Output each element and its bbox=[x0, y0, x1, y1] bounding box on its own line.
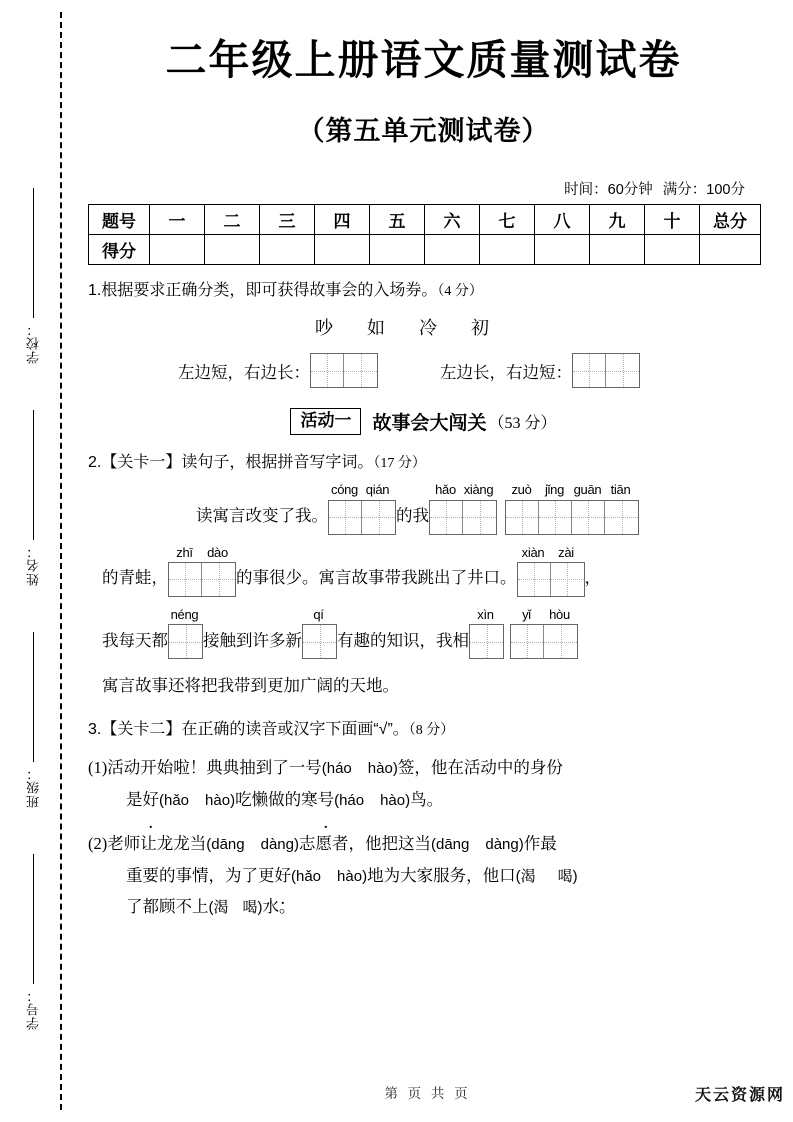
question-1-group-a bbox=[178, 353, 378, 388]
grid-cell[interactable] bbox=[605, 501, 638, 534]
char-option: 冷 bbox=[419, 318, 437, 339]
activity-title: 故事会大闯关 bbox=[372, 413, 487, 435]
watermark: 天云资源网 bbox=[694, 1087, 785, 1104]
item-text: 志愿者，他把这 bbox=[299, 834, 415, 854]
char-option: 如 bbox=[367, 318, 385, 339]
pinyin-label: hǎo bbox=[435, 482, 456, 498]
pinyin-choice[interactable]: dāng bbox=[436, 836, 470, 854]
col-header: 一 bbox=[150, 205, 205, 235]
page-indicator: 第 页 共 页 bbox=[384, 1086, 471, 1101]
grid-cell[interactable] bbox=[329, 501, 362, 534]
item-text: 地为大家服务，他口 bbox=[367, 865, 516, 885]
table-row-scores bbox=[89, 235, 761, 265]
pinyin-choice[interactable]: háo bbox=[326, 760, 352, 778]
sentence-text: 有趣的知识，我相 bbox=[337, 630, 469, 650]
row-header-question: 题号 bbox=[89, 205, 150, 235]
dotted-character: 号 bbox=[317, 789, 335, 809]
pinyin-label: cóng bbox=[331, 482, 358, 498]
question-2-tail-text: 寓言故事还将把我带到更加广阔的天地。 bbox=[102, 676, 399, 696]
pinyin-choice[interactable]: hǎo bbox=[296, 867, 322, 885]
dotted-character: 号 bbox=[305, 758, 322, 778]
grid-cell[interactable] bbox=[311, 354, 344, 387]
sentence-text: 的我 bbox=[396, 506, 429, 526]
exam-meta bbox=[88, 178, 759, 199]
seal-line-strip bbox=[0, 0, 62, 1122]
item-line bbox=[88, 752, 759, 784]
pinyin-choice-group[interactable]: (hǎo hào) bbox=[159, 791, 236, 809]
pinyin-choice[interactable]: hǎo bbox=[164, 791, 190, 809]
question-2 bbox=[88, 449, 759, 696]
score-cell[interactable] bbox=[370, 235, 425, 265]
pinyin-label: zuò bbox=[511, 482, 532, 498]
col-header: 四 bbox=[315, 205, 370, 235]
seal-field-student-id bbox=[16, 854, 50, 1030]
pinyin-labels bbox=[469, 607, 504, 624]
seal-field-name bbox=[16, 410, 50, 586]
pinyin-choice-group[interactable]: (hǎo hào) bbox=[291, 867, 368, 885]
score-cell[interactable] bbox=[205, 235, 260, 265]
seal-field-label: 班级： bbox=[25, 766, 41, 808]
pinyin-labels bbox=[505, 482, 639, 499]
pinyin-grid-neng[interactable] bbox=[168, 607, 203, 659]
question-1-prompt: 1.根据要求正确分类，即可获得故事会的入场券。（4 分） bbox=[88, 282, 483, 300]
seal-rule bbox=[33, 632, 34, 762]
item-line bbox=[88, 784, 759, 816]
page-title: 二年级上册语文质量测试卷 bbox=[165, 37, 682, 83]
grid-cell[interactable] bbox=[573, 354, 606, 387]
char-option: 吵 bbox=[315, 318, 333, 339]
sentence-text: ， bbox=[584, 568, 601, 588]
answer-grid[interactable] bbox=[505, 500, 639, 535]
grid-cell[interactable] bbox=[506, 501, 539, 534]
score-cell[interactable] bbox=[645, 235, 700, 265]
pinyin-grid-xianzai[interactable] bbox=[517, 545, 585, 597]
item-text: 水。 bbox=[262, 897, 296, 917]
pinyin-labels bbox=[517, 545, 585, 562]
answer-grid[interactable] bbox=[517, 562, 585, 597]
question-3-prompt: 3.【关卡二】在正确的读音或汉字下面画“√”。（8 分） bbox=[88, 721, 455, 739]
pinyin-label: yǐ bbox=[522, 606, 531, 622]
pinyin-grid-zhidao[interactable] bbox=[168, 545, 236, 597]
item-line bbox=[88, 828, 759, 860]
pinyin-choice-group[interactable]: (dāng dàng) bbox=[206, 836, 299, 854]
seal-field-class bbox=[16, 632, 50, 808]
pinyin-grid-xin[interactable] bbox=[469, 607, 504, 659]
item-text: 鸟。 bbox=[410, 789, 444, 809]
grid-cell[interactable] bbox=[539, 501, 572, 534]
score-cell[interactable] bbox=[150, 235, 205, 265]
question-2-line-1 bbox=[88, 482, 759, 534]
pinyin-choice[interactable]: dàng bbox=[260, 836, 294, 854]
question-3 bbox=[88, 716, 759, 923]
answer-grid[interactable] bbox=[469, 624, 504, 659]
item-text: 吃懒做的寒 bbox=[235, 789, 318, 809]
item-text: 老师让龙龙 bbox=[107, 834, 190, 854]
item-text: 活动开始啦！典典抽到了一 bbox=[107, 758, 306, 778]
seal-rule bbox=[33, 410, 34, 540]
question-3-item-2 bbox=[88, 828, 759, 923]
question-2-points: （17 分） bbox=[373, 456, 426, 472]
pinyin-labels bbox=[328, 482, 396, 499]
seal-field-label: 姓名： bbox=[25, 544, 41, 586]
sentence-text: 我每天都 bbox=[102, 630, 168, 650]
question-3-points: （8 分） bbox=[408, 723, 455, 739]
col-header: 二 bbox=[205, 205, 260, 235]
grid-cell[interactable] bbox=[169, 563, 202, 596]
pinyin-labels bbox=[168, 607, 203, 624]
answer-grid[interactable] bbox=[310, 353, 378, 388]
item-text: 作最 bbox=[523, 834, 557, 854]
pinyin-choice-group[interactable]: (háo hào) bbox=[334, 791, 411, 809]
seal-field-label: 学校： bbox=[25, 322, 41, 364]
score-cell[interactable] bbox=[535, 235, 590, 265]
pinyin-grid-zuojingguantian[interactable] bbox=[505, 482, 639, 534]
question-2-line-2 bbox=[88, 545, 759, 597]
sentence-text: 的青蛙， bbox=[102, 568, 168, 588]
question-1-character-bank bbox=[88, 314, 759, 340]
dotted-character: 好 bbox=[142, 789, 159, 809]
question-1-answer-rows bbox=[88, 353, 759, 388]
grid-cell[interactable] bbox=[430, 501, 463, 534]
pinyin-labels bbox=[168, 545, 236, 562]
hanzi-choice[interactable]: 喝 bbox=[557, 867, 573, 885]
sentence-text: 接触到许多新 bbox=[203, 630, 302, 650]
pinyin-choice[interactable]: hào bbox=[205, 791, 231, 809]
score-cell-total[interactable] bbox=[700, 235, 761, 265]
grid-cell[interactable] bbox=[511, 625, 544, 658]
answer-grid[interactable] bbox=[510, 624, 578, 659]
question-3-number: 3. bbox=[88, 721, 102, 739]
activity-tag: 活动一 bbox=[290, 408, 361, 435]
col-header: 九 bbox=[590, 205, 645, 235]
grid-cell[interactable] bbox=[202, 563, 235, 596]
page-subtitle: （第五单元测试卷） bbox=[297, 116, 550, 147]
pinyin-choice[interactable]: hào bbox=[380, 791, 406, 809]
pinyin-choice[interactable]: hào bbox=[367, 760, 393, 778]
grid-cell[interactable] bbox=[470, 625, 503, 658]
pinyin-label: qián bbox=[365, 482, 390, 498]
grid-cell[interactable] bbox=[463, 501, 496, 534]
col-header: 三 bbox=[260, 205, 315, 235]
question-2-number: 2. bbox=[88, 454, 102, 472]
grid-cell[interactable] bbox=[551, 563, 584, 596]
pinyin-label: xiàn bbox=[521, 544, 545, 560]
score-cell[interactable] bbox=[260, 235, 315, 265]
grid-cell[interactable] bbox=[344, 354, 377, 387]
question-1-points: （4 分） bbox=[437, 284, 483, 300]
pinyin-label: jǐng bbox=[544, 482, 565, 498]
hanzi-choice[interactable]: 喝 bbox=[242, 899, 258, 917]
pinyin-label: zài bbox=[558, 544, 574, 560]
pinyin-label: néng bbox=[170, 606, 199, 622]
item-marker: (2) bbox=[88, 834, 108, 854]
answer-grid[interactable] bbox=[168, 562, 236, 597]
pinyin-label: xìn bbox=[477, 606, 494, 622]
dotted-character: 好 bbox=[274, 865, 291, 885]
hanzi-choice[interactable]: 渴 bbox=[520, 867, 536, 885]
seal-rule bbox=[33, 188, 34, 318]
grid-cell[interactable] bbox=[606, 354, 639, 387]
col-header-total: 总分 bbox=[700, 205, 761, 235]
sentence-text: 读寓言改变了我。 bbox=[196, 506, 328, 526]
answer-grid[interactable] bbox=[429, 500, 497, 535]
question-1 bbox=[88, 277, 759, 388]
question-1-number: 1. bbox=[88, 282, 102, 300]
item-text: 是 bbox=[126, 789, 143, 809]
grid-cell[interactable] bbox=[518, 563, 551, 596]
pinyin-choice-group[interactable]: (háo hào) bbox=[321, 760, 398, 778]
hanzi-choice-group[interactable]: (渴 喝) bbox=[208, 899, 263, 917]
score-cell[interactable] bbox=[480, 235, 535, 265]
pinyin-grid-congqian[interactable] bbox=[328, 482, 396, 534]
hanzi-choice[interactable]: 渴 bbox=[213, 899, 229, 917]
dotted-character: 当 bbox=[189, 834, 207, 854]
seal-field-school bbox=[16, 188, 50, 364]
seal-rule bbox=[33, 854, 34, 984]
pinyin-labels bbox=[302, 607, 337, 624]
pinyin-label: guān bbox=[573, 482, 602, 498]
answer-grid[interactable] bbox=[572, 353, 640, 388]
score-table bbox=[88, 204, 761, 265]
group-label: 左边短，右边长： bbox=[178, 362, 310, 382]
answer-grid[interactable] bbox=[328, 500, 396, 535]
col-header: 八 bbox=[535, 205, 590, 235]
score-cell[interactable] bbox=[315, 235, 370, 265]
grid-cell[interactable] bbox=[303, 625, 336, 658]
question-1-group-b bbox=[440, 353, 640, 388]
pinyin-label: dào bbox=[207, 544, 228, 560]
pinyin-grid-yihou[interactable] bbox=[510, 607, 578, 659]
dotted-character: 当 bbox=[414, 834, 431, 854]
item-marker: (1) bbox=[88, 758, 108, 778]
activity-points: （53 分） bbox=[488, 415, 557, 433]
question-3-item-1 bbox=[88, 752, 759, 815]
pinyin-label: zhī bbox=[176, 544, 193, 560]
item-text: 重要的事情，为了更 bbox=[126, 865, 275, 885]
item-text: 了都顾不上 bbox=[126, 897, 209, 917]
item-text: 签，他在活动中的身份 bbox=[397, 758, 563, 778]
row-header-score: 得分 bbox=[89, 235, 150, 265]
pinyin-labels bbox=[429, 482, 497, 499]
pinyin-choice[interactable]: dāng bbox=[211, 836, 245, 854]
activity-banner bbox=[88, 408, 759, 435]
pinyin-label: xiàng bbox=[463, 482, 494, 498]
group-label: 左边长，右边短： bbox=[440, 362, 572, 382]
table-row-question-numbers bbox=[89, 205, 761, 235]
answer-grid[interactable] bbox=[302, 624, 337, 659]
pinyin-label: hòu bbox=[549, 606, 570, 622]
grid-cell[interactable] bbox=[544, 625, 577, 658]
question-2-line-3 bbox=[88, 607, 759, 659]
grid-cell[interactable] bbox=[362, 501, 395, 534]
item-line bbox=[88, 891, 759, 923]
score-cell[interactable] bbox=[425, 235, 480, 265]
col-header: 六 bbox=[425, 205, 480, 235]
pinyin-grid-haoxiang[interactable] bbox=[429, 482, 497, 534]
pinyin-labels bbox=[510, 607, 578, 624]
pinyin-label: qí bbox=[313, 606, 324, 622]
score-cell[interactable] bbox=[590, 235, 645, 265]
col-header: 五 bbox=[370, 205, 425, 235]
pinyin-grid-qi[interactable] bbox=[302, 607, 337, 659]
grid-cell[interactable] bbox=[169, 625, 202, 658]
pinyin-choice-group[interactable]: (dāng dàng) bbox=[431, 836, 524, 854]
exam-time-label: 时间：60分钟 bbox=[564, 182, 653, 199]
seal-field-label: 学号： bbox=[25, 988, 41, 1030]
pinyin-label: tiān bbox=[610, 482, 631, 498]
pinyin-choice[interactable]: dàng bbox=[485, 836, 519, 854]
page-footer bbox=[62, 1082, 793, 1106]
pinyin-choice[interactable]: háo bbox=[339, 791, 365, 809]
pinyin-choice[interactable]: hào bbox=[337, 867, 363, 885]
col-header: 七 bbox=[480, 205, 535, 235]
exam-total-label: 满分：100分 bbox=[662, 182, 745, 199]
exam-sheet bbox=[62, 0, 793, 1122]
col-header: 十 bbox=[645, 205, 700, 235]
answer-grid[interactable] bbox=[168, 624, 203, 659]
hanzi-choice-group[interactable]: (渴 喝) bbox=[515, 867, 578, 885]
question-2-prompt: 2.【关卡一】读句子，根据拼音写字词。（17 分） bbox=[88, 454, 426, 472]
sentence-text: 的事很少。寓言故事带我跳出了井口。 bbox=[236, 568, 517, 588]
char-option: 初 bbox=[471, 318, 489, 339]
grid-cell[interactable] bbox=[572, 501, 605, 534]
